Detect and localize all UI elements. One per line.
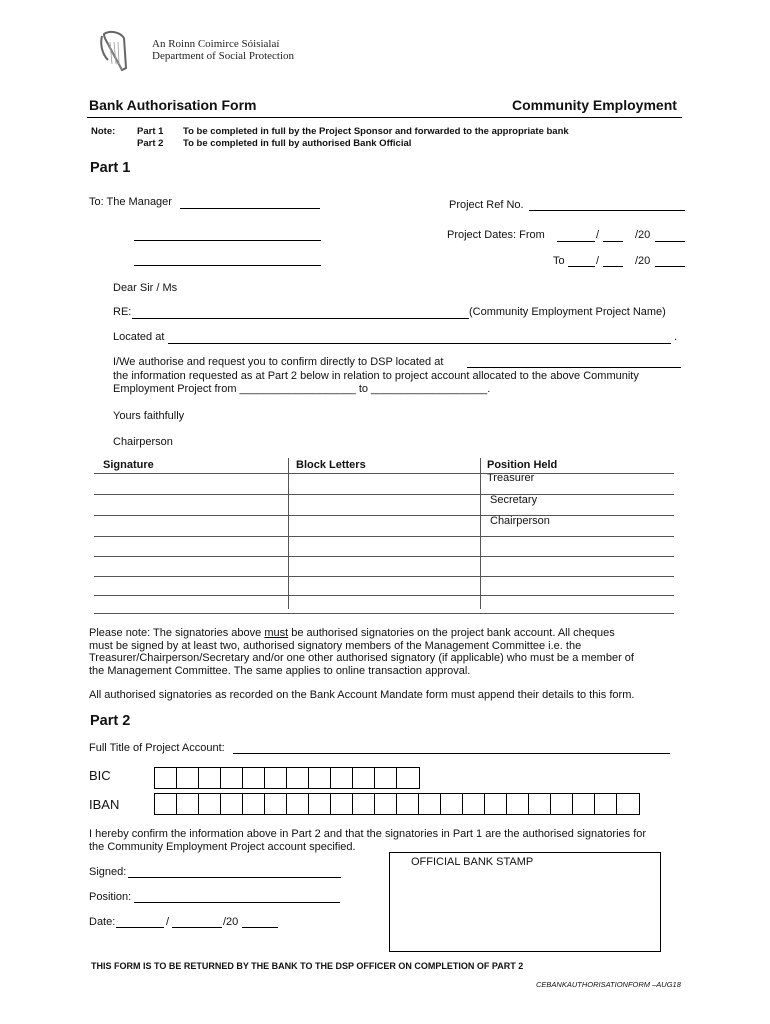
table-row[interactable] xyxy=(94,494,674,495)
bic-boxes[interactable] xyxy=(154,767,420,789)
position-chairperson: Chairperson xyxy=(490,515,550,527)
position-secretary: Secretary xyxy=(490,494,538,506)
position-treasurer: Treasurer xyxy=(487,472,535,484)
note-part1-text: To be completed in full by the Project Sponsor and forwarded to the appropriate bank xyxy=(183,126,569,137)
stamp-label: OFFICIAL BANK STAMP xyxy=(411,856,534,868)
date-year-prefix: /20 xyxy=(223,916,239,928)
re-label: RE: xyxy=(113,306,132,318)
logo-line-2: Department of Social Protection xyxy=(152,50,295,62)
project-ref-field[interactable] xyxy=(529,210,685,211)
authorise-line-3: Employment Project from ___________________ to ___________________. xyxy=(113,383,491,395)
date-to-year[interactable] xyxy=(655,266,685,267)
table-row[interactable] xyxy=(94,556,674,557)
date-month-field[interactable] xyxy=(172,927,222,928)
authorise-line-2: the information requested as at Part 2 below in relation to project account allocated to the above Community xyxy=(113,370,639,382)
project-name-hint: (Community Employment Project Name) xyxy=(469,306,666,318)
note-line-1: Please note: The signatories above must be authorised signatories on the project bank account. All cheques xyxy=(89,627,615,639)
project-name-field[interactable] xyxy=(132,318,469,319)
harp-icon xyxy=(96,30,136,74)
confirm-line-1: I hereby confirm the information above in Part 2 and that the signatories in Part 1 are the authorised signatories for xyxy=(89,828,647,840)
confirm-line-2: the Community Employment Project account specified. xyxy=(89,841,356,853)
signed-label: Signed: xyxy=(89,866,127,878)
dsp-location-field[interactable] xyxy=(467,367,681,368)
note-part1-label: Part 1 xyxy=(137,126,164,137)
part2-heading: Part 2 xyxy=(90,713,131,729)
date-to-month[interactable] xyxy=(603,266,623,267)
col-header-position: Position Held xyxy=(487,459,558,471)
iban-boxes[interactable] xyxy=(154,793,640,815)
full-title-field[interactable] xyxy=(233,753,670,754)
salutation: Dear Sir / Ms xyxy=(113,282,178,294)
date-from-year[interactable] xyxy=(655,241,685,242)
date-from-sep: / xyxy=(596,229,600,241)
date-from-day[interactable] xyxy=(557,241,595,242)
programme-title: Community Employment xyxy=(512,97,677,113)
full-title-label: Full Title of Project Account: xyxy=(89,742,225,754)
signatories-table xyxy=(94,458,674,614)
note-line-3: Treasurer/Chairperson/Secretary and/or one other authorised signatory (if applicable) who must be a member of xyxy=(89,652,634,665)
table-row[interactable] xyxy=(94,576,674,577)
col-header-signature: Signature xyxy=(103,459,154,471)
form-code: CEBANKAUTHORISATIONFORM –AUG18 xyxy=(536,980,681,989)
position-label: Position: xyxy=(89,891,132,903)
mandate-note: All authorised signatories as recorded on the Bank Account Mandate form must append their details to this form. xyxy=(89,689,635,701)
logo-line-1: An Roinn Coimirce Sóisialaí xyxy=(152,38,280,50)
table-row[interactable] xyxy=(94,536,674,537)
form-title: Bank Authorisation Form xyxy=(89,97,257,113)
note-part2-text: To be completed in full by authorised Bank Official xyxy=(183,138,412,149)
table-row[interactable] xyxy=(94,515,674,516)
date-sep: / xyxy=(166,916,170,928)
part1-heading: Part 1 xyxy=(90,160,131,176)
located-end: . xyxy=(674,331,678,343)
bank-stamp-box xyxy=(389,852,661,952)
bic-label: BIC xyxy=(89,768,111,783)
date-to-year-prefix: /20 xyxy=(635,255,651,267)
manager-line-3[interactable] xyxy=(134,265,321,266)
project-ref-label: Project Ref No. xyxy=(449,199,524,211)
table-row[interactable] xyxy=(94,613,674,614)
manager-line-1[interactable] xyxy=(180,208,320,209)
emphasis-must: must xyxy=(264,627,289,639)
signatories-note xyxy=(89,627,634,677)
date-year-field[interactable] xyxy=(242,927,278,928)
located-label: Located at xyxy=(113,331,165,343)
title-divider xyxy=(87,117,682,118)
note-label: Note: xyxy=(91,126,116,137)
to-manager-label: To: The Manager xyxy=(89,196,172,208)
project-dates-label: Project Dates: From xyxy=(447,229,545,241)
date-to-day[interactable] xyxy=(568,266,595,267)
logo xyxy=(96,30,326,74)
note-part2-label: Part 2 xyxy=(137,138,164,149)
iban-label: IBAN xyxy=(89,797,120,812)
col-header-block-letters: Block Letters xyxy=(296,459,366,471)
date-from-year-prefix: /20 xyxy=(635,229,651,241)
return-notice: THIS FORM IS TO BE RETURNED BY THE BANK TO THE DSP OFFICER ON COMPLETION OF PART 2 xyxy=(91,961,524,971)
date-to-label: To xyxy=(553,255,565,267)
col-divider-1 xyxy=(288,458,289,609)
date-day-field[interactable] xyxy=(116,927,164,928)
manager-line-2[interactable] xyxy=(134,240,321,241)
note-line-2: must be signed by at least two, authorised signatory members of the Management Committee i.e. the xyxy=(89,639,582,652)
date-from-month[interactable] xyxy=(603,241,623,242)
position-field[interactable] xyxy=(134,902,340,903)
table-row[interactable] xyxy=(94,595,674,596)
table-row[interactable] xyxy=(94,473,674,474)
col-divider-2 xyxy=(480,458,481,609)
yours-faithfully: Yours faithfully xyxy=(113,410,185,422)
note-line-4: the Management Committee. The same applies to online transaction approval. xyxy=(89,664,471,677)
date-to-sep: / xyxy=(596,255,600,267)
chairperson-label: Chairperson xyxy=(113,436,173,448)
located-field[interactable] xyxy=(168,343,671,344)
signed-field[interactable] xyxy=(128,877,341,878)
date-label: Date: xyxy=(89,916,116,928)
authorise-line-1: I/We authorise and request you to confirm directly to DSP located at xyxy=(113,356,444,368)
